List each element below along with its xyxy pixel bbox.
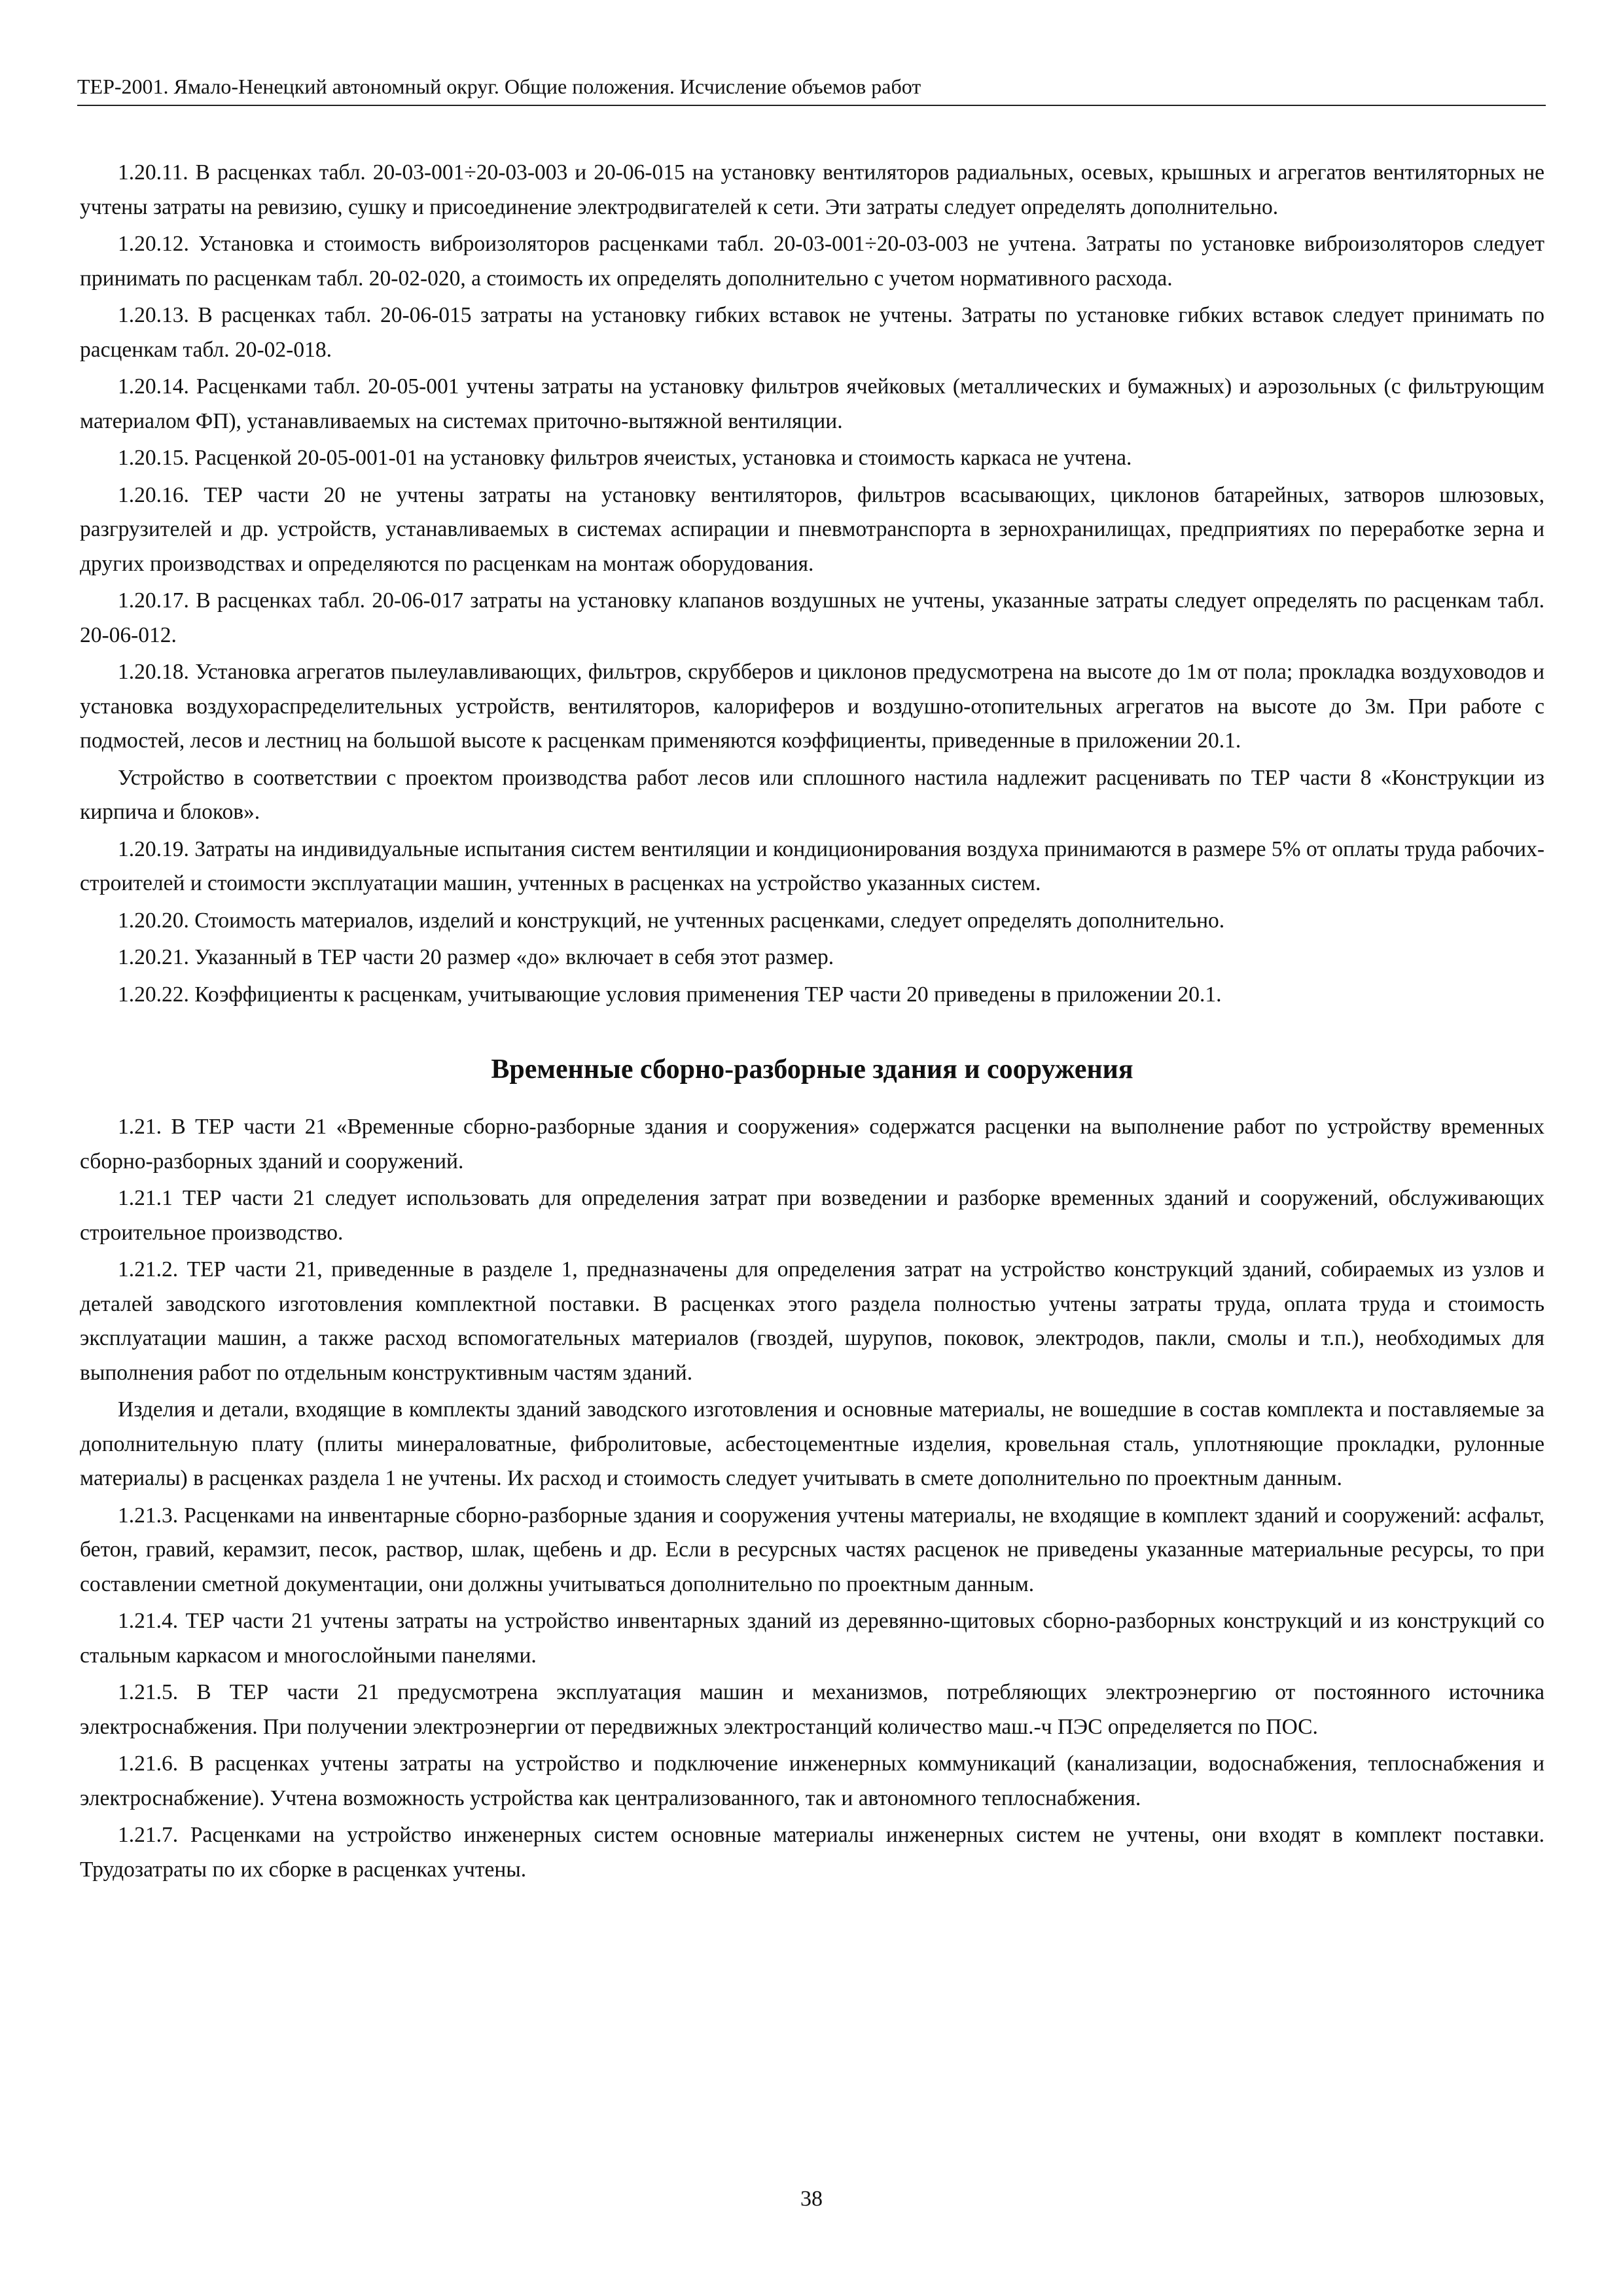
paragraph-1-21-5: 1.21.5. В ТЕР части 21 предусмотрена эксплуатация машин и механизмов, потребляющих электроэнергию от постоянного источника электроснабжения. При получении электроэнергии от передвижных электростанций количество маш.-ч ПЭС определяется по ПОС. — [80, 1680, 1544, 1739]
paragraph-1-20-19: 1.20.19. Затраты на индивидуальные испытания систем вентиляции и кондиционирования воздуха принимаются в размере 5% от оплаты труда рабочих-строителей и стоимости эксплуатации машин, учтенных в расценках на устройство указанных систем. — [80, 836, 1544, 895]
paragraph-1-20-11: 1.20.11. В расценках табл. 20-03-001÷20-03-003 и 20-06-015 на установку вентиляторов радиальных, осевых, крышных и агрегатов вентиляторных не учтены затраты на ревизию, сушку и присоединение электродвигателей к сети. Эти затраты следует определять дополнительно. — [80, 160, 1544, 219]
paragraph-1-21-6: 1.21.6. В расценках учтены затраты на устройство и подключение инженерных коммуникаций (канализации, водоснабжения, теплоснабжения и электроснабжение). Учтена возможность устройства как централизованного, так и автономного теплоснабжения. — [80, 1751, 1544, 1810]
paragraph-1-20-14: 1.20.14. Расценками табл. 20-05-001 учтены затраты на установку фильтров ячейковых (металлических и бумажных) и аэрозольных (с фильтрующим материалом ФП), устанавливаемых на системах приточно-вытяжной вентиляции. — [80, 374, 1544, 433]
paragraph-1-20-12: 1.20.12. Установка и стоимость виброизоляторов расценками табл. 20-03-001÷20-03-003 не учтена. Затраты по установке виброизоляторов следует принимать по расценкам табл. 20-02-020, а стоимость их определять дополнительно с учетом нормативного расхода. — [80, 232, 1544, 291]
paragraph-1-21-3: 1.21.3. Расценками на инвентарные сборно-разборные здания и сооружения учтены материалы, не входящие в комплект зданий и сооружений: асфальт, бетон, гравий, керамзит, песок, раствор, шлак, щебень и др. Если в ресурсных частях расценок не приведены указанные материальные ресурсы, то при составлении сметной документации, они должны учитываться дополнительно по проектным данным. — [80, 1503, 1544, 1596]
paragraph-1-20-13: 1.20.13. В расценках табл. 20-06-015 затраты на установку гибких вставок не учтены. Затраты по установке гибких вставок следует принимать по расценкам табл. 20-02-018. — [80, 303, 1544, 362]
paragraph-1-20-15: 1.20.15. Расценкой 20-05-001-01 на установку фильтров ячеистых, установка и стоимость каркаса не учтена. — [118, 446, 1132, 470]
paragraph-1-21-1: 1.21.1 ТЕР части 21 следует использовать для определения затрат при возведении и разборке временных зданий и сооружений, обслуживающих строительное производство. — [80, 1186, 1544, 1245]
paragraph-1-20-17: 1.20.17. В расценках табл. 20-06-017 затраты на установку клапанов воздушных не учтены, указанные затраты следует определять по расценкам табл. 20-06-012. — [80, 588, 1544, 647]
page-body — [80, 156, 1544, 1890]
paragraph-1-21-4: 1.21.4. ТЕР части 21 учтены затраты на устройство инвентарных зданий из деревянно-щитовых сборно-разборных конструкций и из конструкций со стальным каркасом и многослойными панелями. — [80, 1609, 1544, 1668]
paragraph-1-20-16: 1.20.16. ТЕР части 20 не учтены затраты на установку вентиляторов, фильтров всасывающих, циклонов батарейных, затворов шлюзовых, разгрузителей и др. устройств, устанавливаемых в системах аспирации и пневмотранспорта в зернохранилищах, предприятиях по переработке зерна и других производствах и определяются по расценкам на монтаж оборудования. — [80, 482, 1544, 576]
paragraph-1-21-7: 1.21.7. Расценками на устройство инженерных систем основные материалы инженерных систем не учтены, они входят в комплект поставки. Трудозатраты по их сборке в расценках учтены. — [80, 1823, 1544, 1882]
paragraph-1-20-20: 1.20.20. Стоимость материалов, изделий и конструкций, не учтенных расценками, следует определять дополнительно. — [118, 908, 1225, 933]
paragraph-1-21: 1.21. В ТЕР части 21 «Временные сборно-разборные здания и сооружения» содержатся расценки на выполнение работ по устройству временных сборно-разборных зданий и сооружений. — [80, 1115, 1544, 1174]
paragraph-scaffolding-note: Устройство в соответствии с проектом производства работ лесов или сплошного настила надлежит расценивать по ТЕР части 8 «Конструкции из кирпича и блоков». — [80, 765, 1544, 824]
section-title: Временные сборно-разборные здания и сооружения — [491, 1054, 1133, 1085]
paragraph-1-20-18: 1.20.18. Установка агрегатов пылеулавливающих, фильтров, скрубберов и циклонов предусмотрена на высоте до 1м от пола; прокладка воздуховодов и установка воздухораспределительных устройств, вентиляторов, калориферов и воздушно-отопительных агрегатов на высоте до 3м. При работе с подмостей, лесов и лестниц на большой высоте к расценкам применяются коэффициенты, приведенные в приложении 20.1. — [80, 660, 1544, 753]
paragraph-1-20-22: 1.20.22. Коэффициенты к расценкам, учитывающие условия применения ТЕР части 20 приведены в приложении 20.1. — [118, 982, 1222, 1007]
page-number: 38 — [800, 2187, 823, 2211]
running-header: ТЕР-2001. Ямало-Ненецкий автономный округ. Общие положения. Исчисление объемов работ — [77, 73, 1546, 106]
paragraph-1-21-2: 1.21.2. ТЕР части 21, приведенные в разделе 1, предназначены для определения затрат на устройство конструкций зданий, собираемых из узлов и деталей заводского изготовления комплектной поставки. В расценках этого раздела полностью учтены затраты труда, оплата труда и стоимость эксплуатации машин, а также расход вспомогательных материалов (гвоздей, шурупов, поковок, электродов, пакли, смолы и т.п.), необходимых для выполнения работ по отдельным конструктивным частям зданий. — [80, 1257, 1544, 1385]
paragraph-kit-materials-note: Изделия и детали, входящие в комплекты зданий заводского изготовления и основные материалы, не вошедшие в состав комплекта и поставляемые за дополнительную плату (плиты минераловатные, фибролитовые, асбестоцементные изделия, кровельная сталь, уплотняющие прокладки, рулонные материалы) в расценках раздела 1 не учтены. Их расход и стоимость следует учитывать в смете дополнительно по проектным данным. — [80, 1397, 1544, 1490]
paragraph-1-20-21: 1.20.21. Указанный в ТЕР части 20 размер «до» включает в себя этот размер. — [118, 945, 834, 969]
